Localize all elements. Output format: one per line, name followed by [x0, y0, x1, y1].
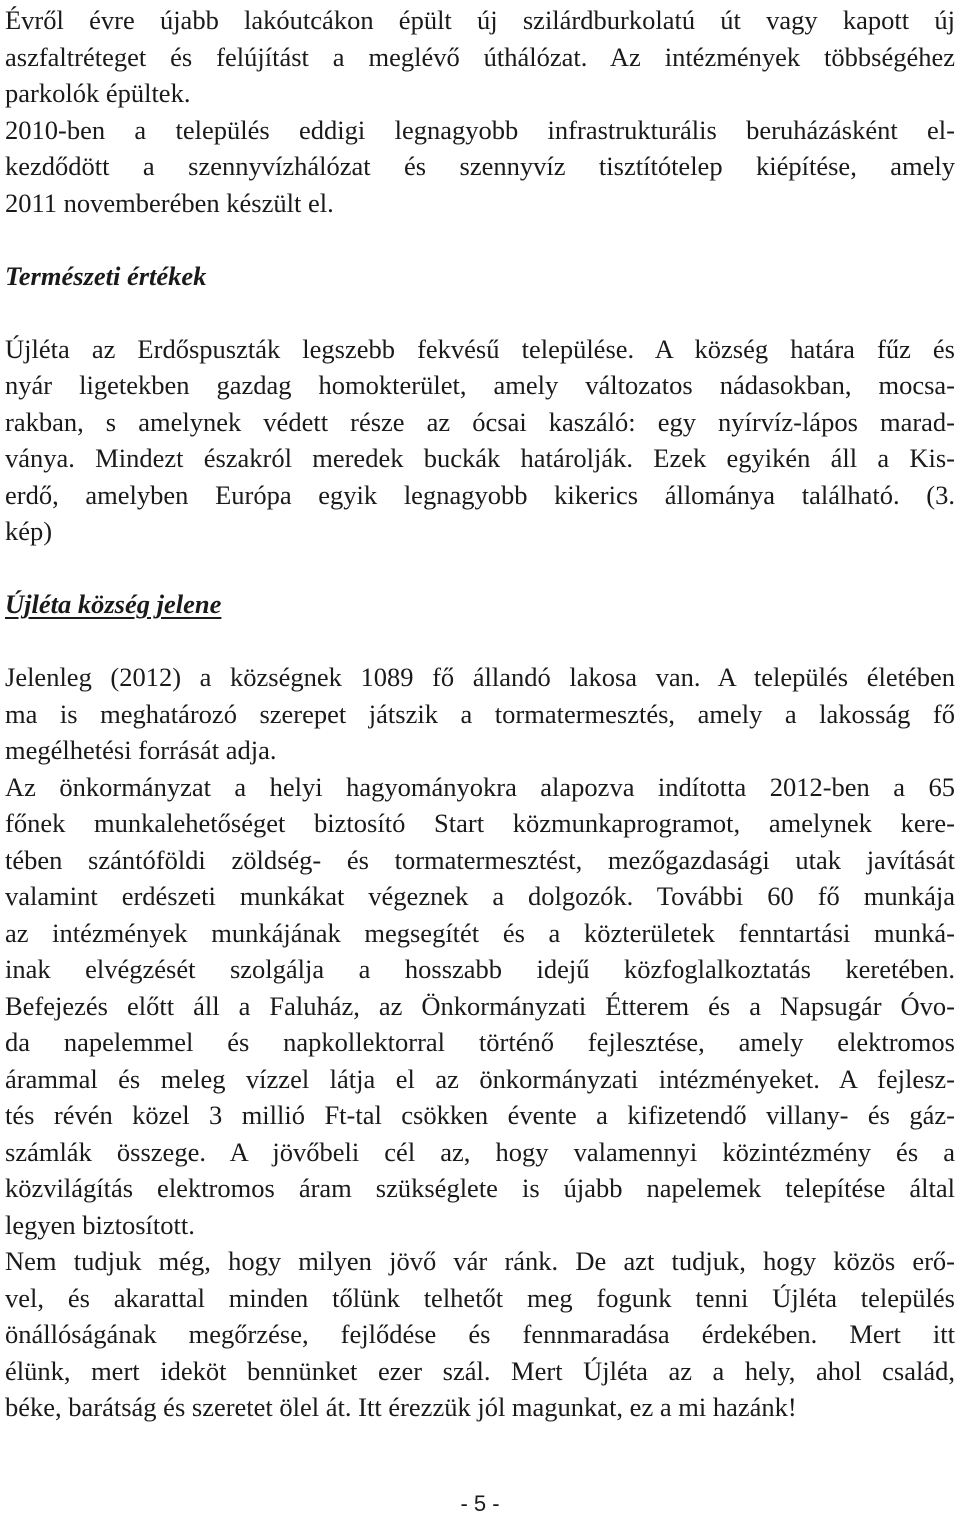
text-line: 2010-ben a település eddigi legnagyobb infrastrukturális beruházásként el- [5, 114, 955, 145]
text-line: Befejezés előtt áll a Faluház, az Önkormányzati Étterem és a Napsugár Óvo- [5, 990, 955, 1021]
text-line: kezdődött a szennyvízhálózat és szennyvíz tisztítótelep kiépítése, amely [5, 151, 955, 181]
text-line: önállóságának megőrzése, fejlődése és fennmaradása érdekében. Mert itt [5, 1319, 955, 1349]
text-line: erdő, amelyben Európa egyik legnagyobb kikerics állománya található. (3. [5, 479, 955, 510]
paragraph-intro [5, 2, 955, 221]
text-line: da napelemmel és napkollektorral történő fejlesztése, amely elektromos [5, 1027, 955, 1057]
text-line: legyen biztosított. [5, 1209, 195, 1240]
section-heading-present: Újléta község jelene [5, 589, 222, 619]
page-number: - 5 - [460, 1491, 500, 1516]
section-heading-natural-values: Természeti értékek [5, 260, 207, 291]
paragraph-present [5, 659, 955, 1426]
text-line: ványa. Mindezt északról meredek buckák határolják. Ezek egyikén áll a Kis- [5, 443, 955, 473]
text-line: vel, és akarattal minden tőlünk telhetőt meg fogunk tenni Újléta település [5, 1282, 955, 1313]
text-line: kép) [5, 516, 53, 546]
text-line: nyár ligetekben gazdag homokterület, amely változatos nádasokban, mocsa- [5, 370, 955, 400]
text-line: 2011 novemberében készült el. [5, 187, 334, 218]
text-line: tében szántóföldi zöldség- és tormatermesztést, mezőgazdasági utak javítását [5, 844, 955, 875]
text-line: élünk, mert ideköt bennünket ezer szál. Mert Újléta az a hely, ahol család, [5, 1355, 955, 1386]
text-line: ma is meghatározó szerepet játszik a tormatermesztés, amely a lakosság fő [5, 698, 955, 729]
text-line: inak elvégzését szolgálja a hosszabb idejű közfoglalkoztatás keretében. [5, 954, 955, 984]
text-line: Az önkormányzat a helyi hagyományokra alapozva indította 2012-ben a 65 [5, 771, 955, 802]
text-line: béke, barátság és szeretet ölel át. Itt érezzük jól magunkat, ez a mi hazánk! [5, 1392, 797, 1422]
document-page [5, 2, 955, 1426]
text-line: közvilágítás elektromos áram szükséglete is újabb napelemek telepítése által [5, 1173, 955, 1203]
text-line: aszfaltréteget és felújítást a meglévő úthálózat. Az intézmények többségéhez [5, 41, 955, 72]
text-line: parkolók épültek. [5, 78, 191, 108]
text-line: megélhetési forrását adja. [5, 735, 277, 765]
text-line: valamint erdészeti munkákat végeznek a dolgozók. További 60 fő munkája [5, 881, 955, 911]
text-line: Újléta az Erdőspuszták legszebb fekvésű települése. A község határa fűz és [5, 333, 955, 364]
text-line: rakban, s amelynek védett része az ócsai kaszáló: egy nyírvíz-lápos marad- [5, 406, 955, 437]
paragraph-natural-values [5, 331, 955, 550]
text-line: főnek munkalehetőséget biztosító Start közmunkaprogramot, amelynek kere- [5, 808, 955, 838]
text-line: árammal és meleg vízzel látja el az önkormányzati intézményeket. A fejlesz- [5, 1063, 955, 1094]
text-line: Jelenleg (2012) a községnek 1089 fő állandó lakosa van. A település életében [5, 662, 955, 692]
text-line: Nem tudjuk még, hogy milyen jövő vár ránk. De azt tudjuk, hogy közös erő- [5, 1246, 955, 1276]
text-line: számlák összege. A jövőbeli cél az, hogy valamennyi közintézmény és a [5, 1136, 955, 1167]
text-line: tés révén közel 3 millió Ft-tal csökken évente a kifizetendő villany- és gáz- [5, 1100, 955, 1130]
text-line: Évről évre újabb lakóutcákon épült új szilárdburkolatú út vagy kapott új [5, 5, 955, 35]
text-line: az intézmények munkájának megsegítét és a közterületek fenntartási munká- [5, 917, 955, 948]
